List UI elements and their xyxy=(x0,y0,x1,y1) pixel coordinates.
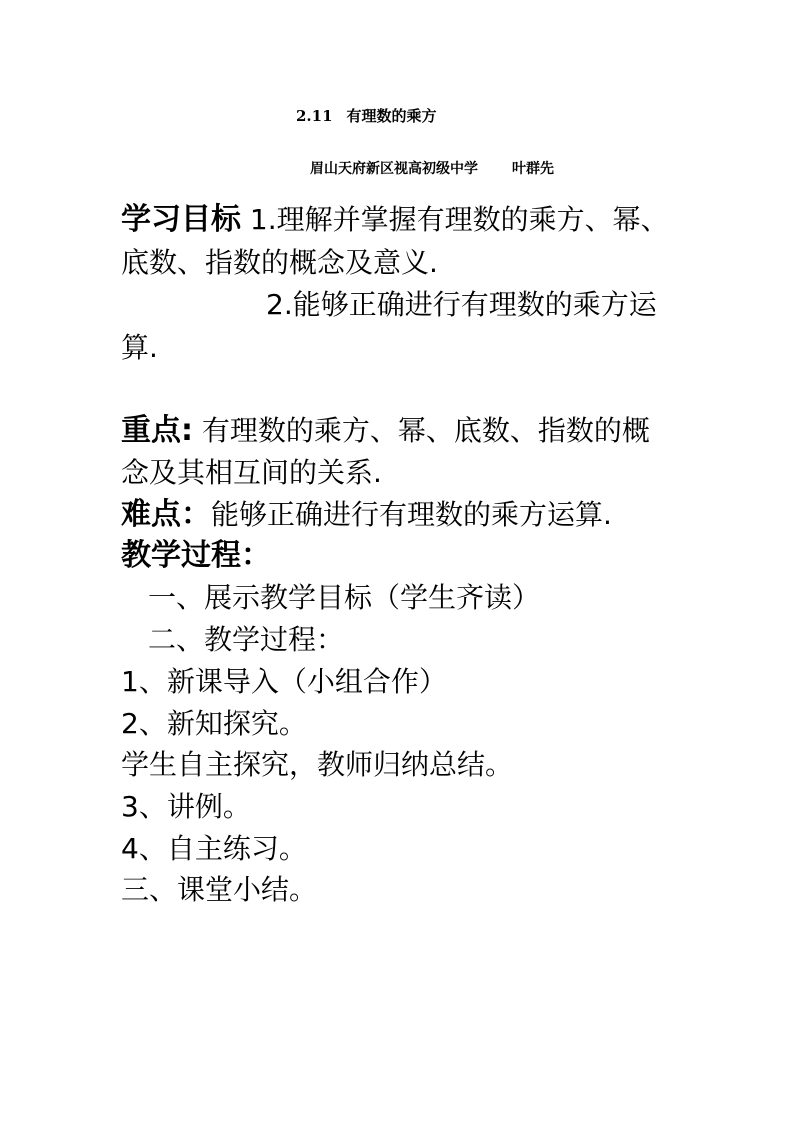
author-name: 叶群先 xyxy=(512,161,554,177)
lesson-title xyxy=(296,105,437,127)
process-step-1: 一、展示教学目标（学生齐读） xyxy=(148,581,541,614)
key-point-text-1: 有理数的乘方、幂、底数、指数的概 xyxy=(193,414,650,447)
key-point-line-1 xyxy=(121,411,650,451)
goal-2-line-1: 2.能够正确进行有理数的乘方运 xyxy=(266,288,657,321)
lesson-title-text: 有理数的乘方 xyxy=(346,107,437,125)
difficulty-label: 难点 xyxy=(121,497,181,532)
goal-1-line-1: 1.理解并掌握有理数的乘方、幂、 xyxy=(249,203,669,236)
process-sub-2: 2、新知探究。 xyxy=(121,707,307,740)
process-sub-2-detail: 学生自主探究，教师归纳总结。 xyxy=(121,748,514,781)
goals-label: 学习目标 xyxy=(121,202,241,237)
key-point-line-2: 念及其相互间的关系. xyxy=(121,456,382,489)
goals-line-2: 底数、指数的概念及意义. xyxy=(121,246,438,279)
difficulty-line xyxy=(121,495,612,535)
difficulty-colon: ： xyxy=(181,497,211,532)
process-sub-1: 1、新课导入（小组合作） xyxy=(121,665,447,698)
process-step-2: 二、教学过程： xyxy=(148,623,345,656)
author-line xyxy=(310,159,554,179)
school-name: 眉山天府新区视高初级中学 xyxy=(310,161,478,177)
process-step-3: 三、课堂小结。 xyxy=(121,873,318,906)
difficulty-text: 能够正确进行有理数的乘方运算. xyxy=(211,498,612,531)
process-sub-3: 3、讲例。 xyxy=(121,790,251,823)
goal-2-line-2: 算. xyxy=(121,331,158,364)
key-point-label: 重点 xyxy=(121,413,181,448)
goals-line-1 xyxy=(121,200,669,240)
lesson-number: 2.11 xyxy=(296,107,333,125)
key-point-colon: : xyxy=(181,413,193,448)
process-sub-4: 4、自主练习。 xyxy=(121,832,307,865)
process-heading: 教学过程： xyxy=(121,538,271,573)
